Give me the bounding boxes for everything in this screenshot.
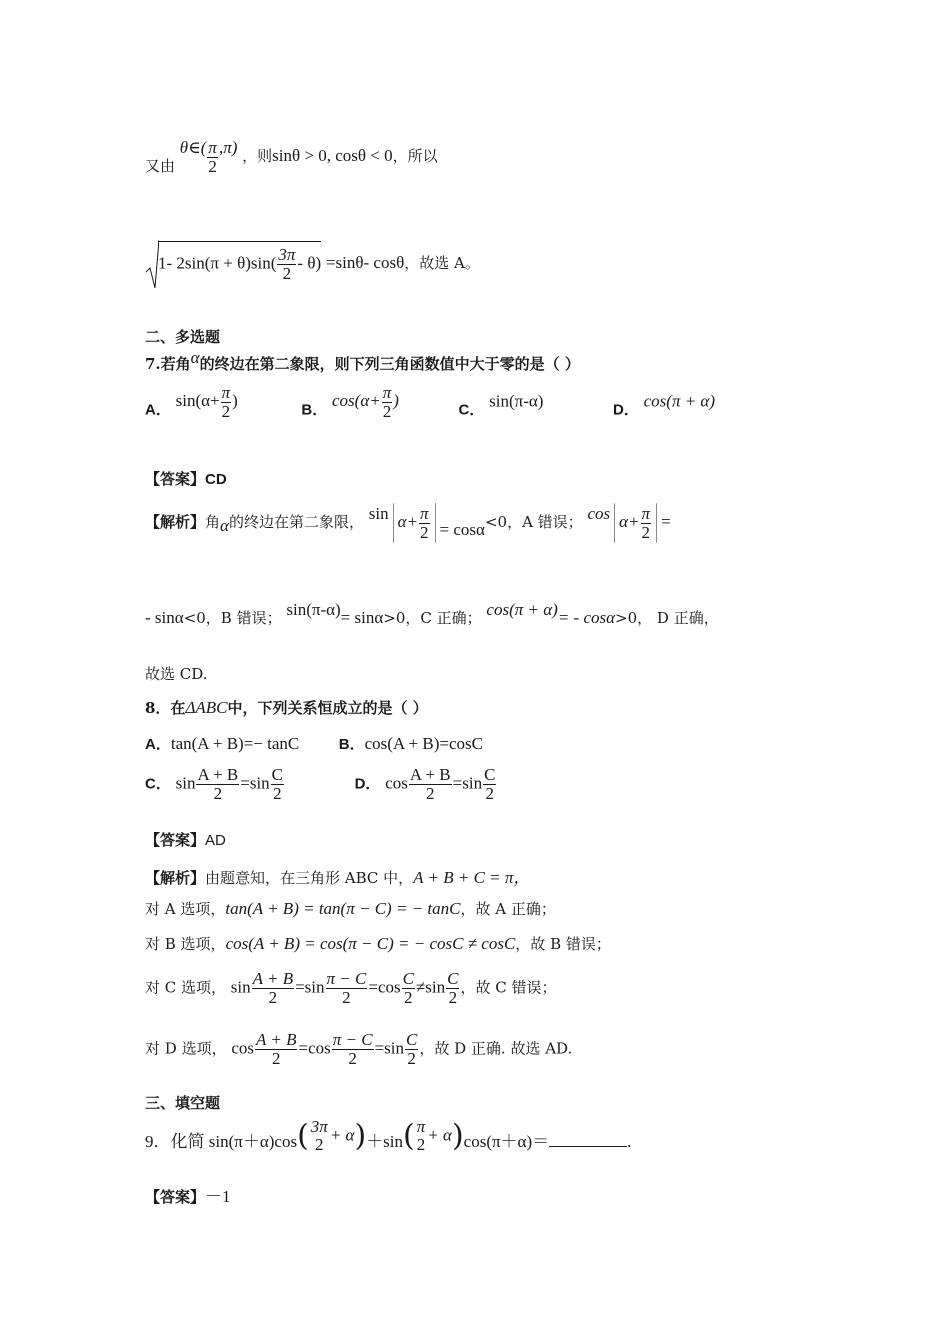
num: C [447, 969, 459, 988]
den: 2 [221, 402, 231, 421]
den: 2 [208, 157, 217, 176]
text: ，故 C 错误； [460, 978, 557, 997]
q8-stem [145, 697, 428, 718]
q8-options-cd [145, 766, 497, 803]
close: ) [232, 391, 238, 411]
text: >0， D 正确， [615, 609, 719, 627]
fraction [326, 970, 368, 1007]
fraction [416, 1118, 427, 1154]
q7-options [145, 384, 715, 421]
fraction [221, 384, 232, 421]
den: 2 [448, 988, 458, 1007]
stem-a: 9．化简 sin(π＋α)cos [145, 1132, 298, 1151]
text: 对 A 选项， [145, 900, 226, 918]
cos: cos [377, 977, 401, 997]
num: 3π [310, 1117, 328, 1136]
result: =sinθ- cosθ [325, 253, 405, 272]
text: ，故 A 正确； [460, 900, 556, 918]
answer-label: 【答案】 [145, 470, 206, 488]
answer-blank[interactable] [549, 1132, 627, 1147]
den: 2 [213, 784, 223, 803]
sin: sin [462, 773, 483, 793]
answer-value: －1 [205, 1187, 231, 1206]
section-title-3: 三、填空题 [145, 1094, 221, 1112]
sin: sin [425, 977, 446, 997]
stem-b: 中，下列关系恒成立的是（ ） [227, 699, 428, 717]
fraction [310, 1118, 329, 1154]
text: 角 [205, 513, 221, 531]
option-d-label: D． [613, 401, 639, 419]
q8-analysis-d [145, 1031, 572, 1068]
den: 2 [426, 784, 435, 803]
num: A + B [256, 1030, 297, 1049]
cos: cos [231, 1038, 255, 1058]
option-d-label: D． [354, 775, 381, 793]
fraction [382, 384, 393, 421]
fraction [332, 1031, 374, 1068]
q7-analysis-line-1 [145, 503, 671, 543]
text: 对 C 选项， [145, 978, 227, 997]
fraction-3pi-2 [277, 246, 296, 283]
stem-a: 8．在 [145, 699, 186, 717]
den: 2 [404, 988, 413, 1007]
q7-analysis-line-2 [145, 600, 719, 628]
fraction [419, 505, 430, 542]
q8-analysis-c [145, 970, 557, 1007]
cond: θ∈( [179, 138, 207, 157]
sin: sin [249, 773, 270, 793]
fraction [402, 970, 415, 1007]
den: 2 [315, 1135, 324, 1154]
answer-value: CD [205, 471, 227, 488]
radicand-a: 1- 2sin(π + θ)sin( [158, 253, 277, 272]
alpha: α [190, 348, 200, 367]
fraction [483, 766, 496, 803]
answer-label: 【答案】 [145, 831, 206, 849]
expr: α+ [397, 512, 419, 531]
text: <0，B 错误； [183, 609, 282, 627]
text: ，故 D 正确. 故选 AD. [419, 1039, 573, 1058]
cos: cos [385, 773, 408, 793]
cos-pi-alpha: cos(π + α) [486, 600, 558, 619]
sin-pi-alpha: sin(π-α) [286, 600, 341, 619]
option-c-label: C． [145, 775, 171, 793]
expr: α+ [619, 512, 640, 531]
q7-stem [145, 348, 580, 374]
num: π [382, 383, 392, 402]
fraction [446, 970, 459, 1007]
den: 2 [272, 1049, 281, 1068]
text: 对 D 选项， [145, 1039, 227, 1058]
bracket-left [393, 503, 394, 543]
den: 2 [382, 402, 392, 421]
q8-analysis-a [145, 898, 556, 919]
option-a-expr [175, 383, 238, 421]
text: 对 B 选项， [145, 935, 226, 953]
plus-alpha: + α [329, 1125, 355, 1145]
eq-neg-cos: = - cosα [557, 608, 616, 627]
num: π [208, 138, 217, 157]
radicand-b: - θ) [297, 253, 322, 272]
plus-alpha: + α [427, 1125, 452, 1145]
option-b-label: B． [301, 401, 328, 419]
q9-stem [145, 1118, 631, 1154]
cos: cos [587, 504, 611, 523]
tail: . [627, 1132, 632, 1151]
line-1 [145, 138, 438, 176]
option-c-label: C． [458, 401, 485, 419]
text: 由题意知，在三角形 ABC 中， [205, 869, 414, 887]
eq: = [452, 773, 463, 793]
expr: sin(α+ [175, 391, 220, 411]
analysis-label: 【解析】 [145, 513, 206, 531]
fraction [196, 766, 239, 803]
eq: = [295, 977, 305, 997]
q8-analysis-line-1 [145, 863, 530, 888]
fraction [252, 970, 294, 1007]
neq: ≠ [415, 977, 426, 997]
paren-right: ) [451, 1118, 464, 1154]
den: 2 [273, 784, 282, 803]
num: π − C [332, 1030, 373, 1049]
text-suffix: ，故选 A。 [404, 254, 480, 272]
den: 2 [407, 1049, 416, 1068]
sin: sin [304, 977, 325, 997]
mid: ＋sin [366, 1132, 404, 1151]
close: ) [393, 391, 399, 411]
sin: sin [368, 504, 389, 523]
text-mid: ，则 [242, 147, 273, 165]
eq: = [240, 773, 250, 793]
den: 2 [416, 1135, 426, 1154]
fraction [405, 1031, 418, 1068]
stem-b: 的终边在第二象限，则下列三角函数值中大于零的是（ ） [199, 355, 580, 373]
stem-a: 7.若角 [145, 355, 191, 373]
text: >0，C 正确； [383, 609, 482, 627]
num: C [484, 765, 496, 784]
cond2: ,π) [218, 138, 238, 157]
option-c-expr: sin(π-α) [489, 391, 544, 411]
num: π [641, 503, 651, 523]
bracket-right [435, 503, 436, 543]
triangle: ΔABC [185, 698, 228, 717]
den: 2 [282, 263, 292, 283]
fraction [641, 505, 652, 542]
text-suffix: ，所以 [392, 147, 438, 165]
fraction [255, 1031, 297, 1068]
line-2-sqrt [145, 238, 480, 290]
text: 的终边在第二象限， [228, 513, 364, 531]
stem-b: cos(π＋α)＝ [463, 1132, 550, 1151]
fraction [409, 766, 452, 803]
cos-arg [297, 1118, 366, 1154]
num: C [402, 969, 414, 988]
den: 2 [485, 784, 494, 803]
paren-left: ( [403, 1118, 415, 1154]
num: A + B [252, 969, 294, 988]
num: π [420, 503, 429, 523]
num: π [416, 1117, 426, 1136]
analysis-label: 【解析】 [145, 869, 206, 887]
paren-left: ( [297, 1118, 309, 1154]
expr: cos(A + B) = cos(π − C) = − cosC ≠ cosC [225, 934, 516, 953]
den: 2 [641, 522, 651, 542]
bracket-right [656, 503, 657, 543]
alpha: α [220, 516, 229, 535]
fraction [271, 766, 284, 803]
option-a-label: A． [145, 736, 171, 753]
option-b-expr: cos(A + B)=cosC [364, 734, 483, 753]
num: π [221, 383, 231, 402]
q9-answer [145, 1182, 231, 1207]
fraction-pi-2 [207, 139, 218, 176]
sin: sin [175, 773, 196, 793]
den: 2 [420, 522, 429, 542]
eq: = [661, 512, 671, 531]
answer-label: 【答案】 [145, 1188, 206, 1206]
answer-value: AD [205, 832, 226, 849]
section-title-2: 二、多选题 [145, 328, 221, 346]
num: A + B [409, 765, 451, 784]
text-prefix: 又由 [145, 157, 176, 175]
num: A + B [197, 765, 239, 784]
eq-sin: = sinα [340, 608, 384, 627]
expr: tan(A + B) = tan(π − C) = − tanC [225, 899, 461, 918]
num: 3π [278, 244, 296, 264]
cos: cos [308, 1038, 331, 1058]
paren-right: ) [354, 1118, 367, 1154]
sum-eq: A + B + C = π， [413, 868, 531, 887]
q7-analysis-line-3: 故选 CD. [145, 665, 208, 683]
expr: cos(α+ [332, 391, 381, 411]
option-b-expr [332, 383, 399, 421]
sqrt-sign-icon [145, 238, 159, 290]
option-b-label: B． [338, 736, 365, 753]
num: C [271, 765, 284, 784]
den: 2 [268, 988, 278, 1007]
num: π − C [326, 969, 367, 988]
eq: = [368, 977, 378, 997]
den: 2 [342, 988, 351, 1007]
ineq: sinθ > 0, cosθ < 0 [272, 146, 393, 165]
den: 2 [348, 1049, 357, 1068]
option-d-expr: cos(π + α) [643, 391, 716, 411]
bracket-left [614, 503, 615, 543]
num: C [406, 1030, 418, 1049]
eq: = [298, 1038, 309, 1058]
neg-sin: - sinα [145, 608, 184, 627]
q8-analysis-b [145, 933, 611, 954]
sin: sin [384, 1038, 404, 1058]
text: <0，A 错误； [484, 513, 583, 531]
sin-arg [403, 1118, 464, 1154]
q8-options-ab [145, 733, 483, 754]
option-a-label: A． [145, 401, 171, 419]
text: ，故 B 错误； [515, 935, 611, 953]
eq: = [374, 1038, 385, 1058]
q8-answer [145, 829, 226, 850]
sin: sin [230, 977, 251, 997]
q7-answer [145, 468, 227, 489]
eq-cos: = cosα [439, 520, 485, 539]
option-a-expr: tan(A + B)=− tanC [170, 734, 300, 753]
